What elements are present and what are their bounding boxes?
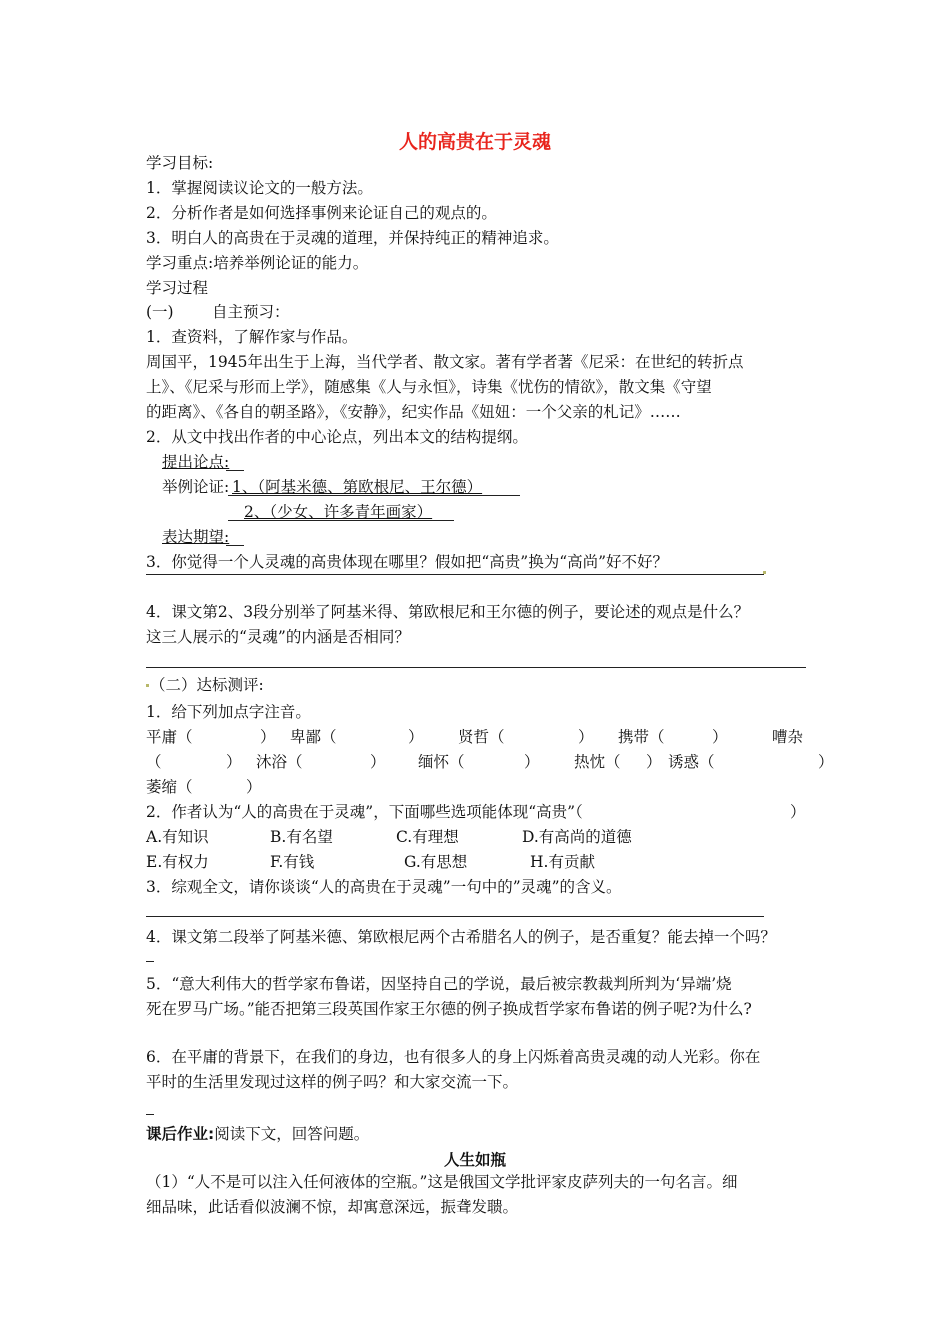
pinyin-word: 萎缩（ [146,778,193,796]
bio-line: 的距离》、《各自的朝圣路》，《安静》，纪实作品《妞妞：一个父亲的札记》…… [146,403,681,421]
reading-title: 人生如瓶 [443,1150,506,1169]
homework-text: 阅读下文，回答问题。 [214,1125,370,1143]
part2-q3: 3．综观全文，请你谈谈“人的高贵在于灵魂”一句中的”灵魂”的含义。 [146,878,622,896]
pinyin-bracket: ） [712,728,728,746]
pinyin-bracket: ） [370,753,386,771]
part2-q6: 平时的生活里发现过这样的例子吗？和大家交流一下。 [146,1073,519,1091]
pinyin-word: 贤哲（ [458,728,505,746]
pinyin-bracket: ） [524,753,540,771]
pinyin-bracket: ） [260,728,276,746]
part1-label: (一) [146,303,174,321]
answer-blank [228,495,520,496]
part2-q2: 2．作者认为“人的高贵在于灵魂”，下面哪些选项能体现“高贵”（ [146,803,583,821]
pinyin-bracket: ） [246,778,262,796]
option-item: G.有思想 [404,853,468,871]
scan-mark [146,684,149,687]
goal-item: 3．明白人的高贵在于灵魂的道理，并保持纯正的精神追求。 [146,229,559,247]
pinyin-bracket: ） [226,753,242,771]
part2-heading: （二）达标测评: [150,676,264,694]
pinyin-word: 热忱（ [574,753,621,771]
part1-q4: 这三人展示的“灵魂”的内涵是否相同？ [146,628,410,646]
part2-q5: 5．“意大利伟大的哲学家布鲁诺，因坚持自己的学说，最后被宗教裁判所判为‘异端’烧 [146,975,732,993]
part1-q4: 4．课文第2、3段分别举了阿基米得、第欧根尼和王尔德的例子，要论述的观点是什么？ [146,603,750,621]
option-item: D.有高尚的道德 [522,828,632,846]
pinyin-word: 携带（ [618,728,665,746]
pinyin-bracket: ） [646,753,662,771]
outline-claim: 提出论点: [162,453,230,471]
part2-q5: 死在罗马广场。”能否把第三段英国作家王尔德的例子换成哲学家布鲁诺的例子呢?为什么? [146,1000,752,1018]
bio-line: 周国平，1945年出生于上海，当代学者、散文家。著有学者著《尼采：在世纪的转折点 [146,353,744,371]
part1-q2: 2．从文中找出作者的中心论点，列出本文的结构提纲。 [146,428,528,446]
option-item: B.有名望 [270,828,333,846]
outline-hope: 表达期望: [162,528,230,546]
option-item: E.有权力 [146,853,209,871]
homework-label: 课后作业: [146,1125,215,1143]
reading-paragraph: （1）“人不是可以注入任何液体的空瓶。”这是俄国文学批评家皮萨列夫的一句名言。细 [146,1173,738,1191]
answer-blank [226,470,244,471]
answer-line[interactable] [146,667,806,668]
answer-blank [226,545,244,546]
answer-blank [146,1114,154,1115]
answer-blank [146,961,154,962]
part2-q1: 1．给下列加点字注音。 [146,703,311,721]
pinyin-bracket: ） [818,753,834,771]
part1-q1: 1．查资料，了解作家与作品。 [146,328,358,346]
pinyin-word: 诱惑（ [668,753,715,771]
answer-line[interactable] [146,916,764,917]
scan-mark [763,571,766,574]
part2-q4: 4．课文第二段举了阿基米德、第欧根尼两个古希腊名人的例子，是否重复？能去掉一个吗？ [146,928,776,946]
pinyin-bracket: ） [578,728,594,746]
option-item: A.有知识 [146,828,209,846]
reading-paragraph: 细品味，此话看似波澜不惊，却寓意深远，振聋发聩。 [146,1198,519,1216]
focus-line: 学习重点:培养举例论证的能力。 [146,254,369,272]
homework-line [146,1124,369,1144]
pinyin-word: 缅怀（ [418,753,465,771]
outline-example-1: 1、（阿基米德、第欧根尼、王尔德） [232,478,483,496]
answer-line[interactable] [146,574,764,575]
pinyin-word: 平庸（ [146,728,193,746]
page-title: 人的高贵在于灵魂 [398,131,551,153]
outline-example-2: 2、（少女、许多青年画家） [244,503,433,521]
pinyin-word: 嘈杂 [772,728,804,746]
goals-heading: 学习目标: [146,154,214,172]
pinyin-bracket: （ [146,753,162,771]
part1-heading: 自主预习： [212,303,290,321]
q2-close-bracket: ） [790,803,806,821]
pinyin-word: 沐浴（ [256,753,303,771]
goal-item: 1．掌握阅读议论文的一般方法。 [146,179,373,197]
process-heading: 学习过程 [146,279,209,297]
option-item: H.有贡献 [530,853,595,871]
bio-line: 上》、《尼采与形而上学》，随感集《人与永恒》，诗集《忧伤的情欲》，散文集《守望 [146,378,712,396]
pinyin-bracket: ） [408,728,424,746]
part2-q6: 6．在平庸的背景下，在我们的身边，也有很多人的身上闪烁着高贵灵魂的动人光彩。你在 [146,1048,761,1066]
option-item: F.有钱 [270,853,315,871]
pinyin-word: 卑鄙（ [290,728,337,746]
part1-q3: 3．你觉得一个人灵魂的高贵体现在哪里？假如把“高贵”换为“高尚”好不好？ [146,553,669,571]
answer-blank [228,520,454,521]
outline-example-label: 举例论证: [162,478,230,496]
option-item: C.有理想 [396,828,459,846]
goal-item: 2．分析作者是如何选择事例来论证自己的观点的。 [146,204,497,222]
